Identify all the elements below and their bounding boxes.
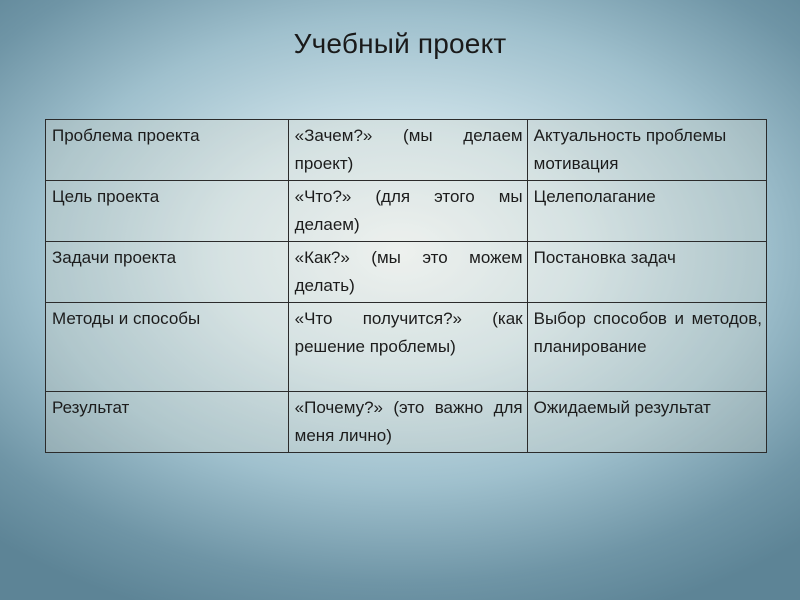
table-cell-question: «Что?» (для этого мы делаем) [288,181,527,242]
table-cell-stage: Цель проекта [46,181,289,242]
table-cell-stage: Задачи проекта [46,242,289,303]
table-cell-activity: Постановка задач [527,242,766,303]
table-cell-question: «Как?» (мы это можем делать) [288,242,527,303]
slide-title: Учебный проект [293,28,507,59]
table-cell-activity: Целеполагание [527,181,766,242]
table-row [46,392,767,453]
table-row [46,242,767,303]
table-row [46,120,767,181]
table-cell-activity: Ожидаемый результат [527,392,766,453]
table-cell-stage: Проблема проекта [46,120,289,181]
table-cell-question: «Почему?» (это важно для меня лично) [288,392,527,453]
table-cell-activity: Актуальность проблемы мотивация [527,120,766,181]
table-cell-stage: Результат [46,392,289,453]
table-cell-question: «Что получится?» (как решение проблемы) [288,303,527,392]
table-cell-stage: Методы и способы [46,303,289,392]
table-row [46,181,767,242]
table-cell-activity: Выбор способов и методов, планирование [527,303,766,392]
table-row [46,303,767,392]
project-table [45,119,767,453]
table-cell-question: «Зачем?» (мы делаем проект) [288,120,527,181]
